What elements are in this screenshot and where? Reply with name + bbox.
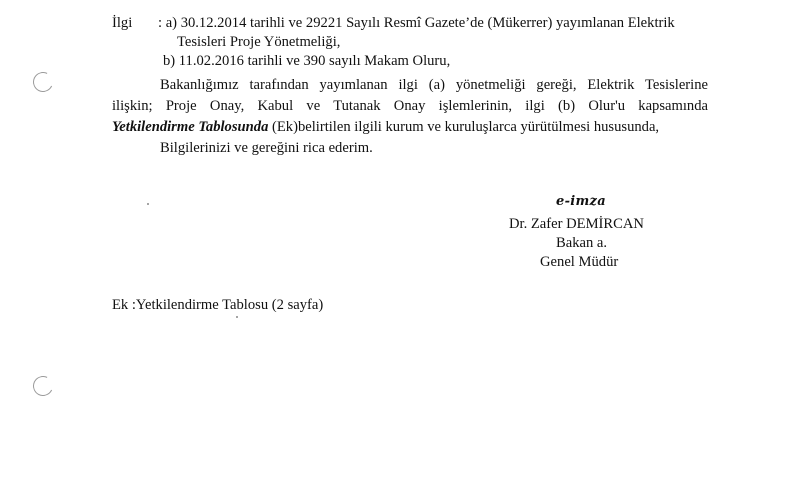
body-line-3 xyxy=(112,117,708,138)
signatory-name: Dr. Zafer DEMİRCAN xyxy=(509,216,644,232)
body-line-3-rest: (Ek)belirtilen ilgili kurum ve kuruluşlarca yürütülmesi hususunda, xyxy=(268,119,660,135)
scan-speck xyxy=(236,316,238,318)
signatory-title-1: Bakan a. xyxy=(556,235,608,251)
ilgi-label: İlgi xyxy=(112,15,133,31)
attachment-note: Ek :Yetkilendirme Tablosu (2 sayfa) xyxy=(112,297,324,313)
ilgi-reference-a: : a) 30.12.2014 tarihli ve 29221 Sayılı Resmî Gazete’de (Mükerrer) yayımlanan Elektrik xyxy=(158,15,675,31)
e-signature-mark: e-imza xyxy=(556,194,606,209)
body-line-1: Bakanlığımız tarafından yayımlanan ilgi (a) yönetmeliği gereği, Elektrik Tesislerine xyxy=(160,77,708,93)
ilgi-reference-b: b) 11.02.2016 tarihli ve 390 sayılı Makam Oluru, xyxy=(163,53,451,69)
emphasized-table-name: Yetkilendirme Tablosunda xyxy=(112,119,269,135)
body-closing-line: Bilgilerinizi ve gereğini rica ederim. xyxy=(160,140,373,156)
punch-hole-bottom xyxy=(30,373,56,399)
ilgi-reference-a-cont: Tesisleri Proje Yönetmeliği, xyxy=(177,34,341,50)
body-line-2: ilişkin; Proje Onay, Kabul ve Tutanak Onay işlemlerinin, ilgi (b) Olur'u kapsamında xyxy=(112,98,708,114)
scan-speck xyxy=(147,203,149,205)
punch-hole-top xyxy=(30,69,56,95)
signatory-title-2: Genel Müdür xyxy=(540,254,619,270)
body-paragraph xyxy=(112,75,708,159)
